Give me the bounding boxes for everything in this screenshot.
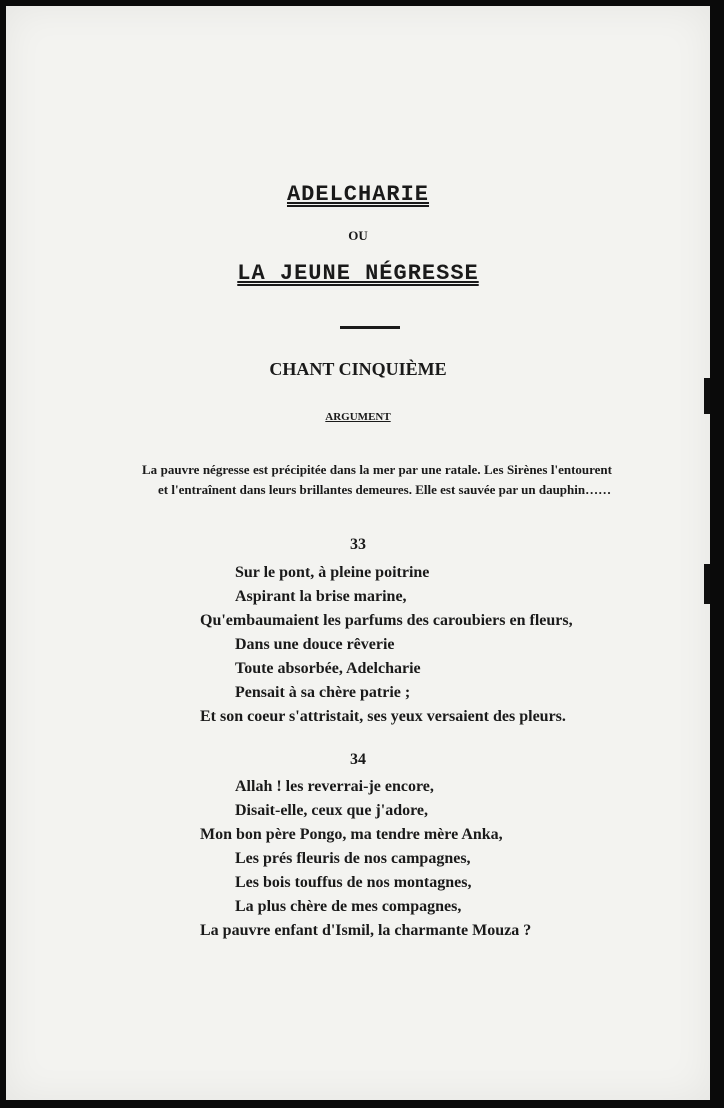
verse-line: Disait-elle, ceux que j'adore, xyxy=(235,802,429,819)
verse-line: Pensait à sa chère patrie ; xyxy=(235,684,411,701)
verse-line: Toute absorbée, Adelcharie xyxy=(235,660,421,677)
book-subtitle: LA JEUNE NÉGRESSE xyxy=(237,261,479,286)
verse-line: Et son coeur s'attristait, ses yeux versaient des pleurs. xyxy=(200,708,566,725)
argument-text xyxy=(142,460,612,500)
verse-line: Mon bon père Pongo, ma tendre mère Anka, xyxy=(200,826,503,843)
verse-line: Allah ! les reverrai-je encore, xyxy=(235,778,434,795)
page-edge-mark-bottom xyxy=(704,564,710,604)
verse-line: Sur le pont, à pleine poitrine xyxy=(235,564,430,581)
verse-line: Aspirant la brise marine, xyxy=(235,588,407,605)
page-edge-mark-top xyxy=(704,378,710,414)
argument-first-line: La pauvre négresse est précipitée dans la mer par une ratale. Les Sirènes xyxy=(142,462,548,477)
verse-line: La pauvre enfant d'Ismil, la charmante Mouza ? xyxy=(200,922,532,939)
book-title: ADELCHARIE xyxy=(286,182,430,207)
verse-line: Dans une douce rêverie xyxy=(235,636,395,653)
title-conjunction: OU xyxy=(348,228,368,243)
verse-line: La plus chère de mes compagnes, xyxy=(235,898,462,915)
book-page xyxy=(6,6,710,1100)
stanza-number: 33 xyxy=(350,536,366,553)
chapter-heading: CHANT CINQUIÈME xyxy=(269,359,447,379)
title-divider xyxy=(340,326,400,329)
argument-rest: l'entourent et l'entraînent dans leurs brillantes demeures. Elle est sauvée par un dauphin…… xyxy=(158,462,612,497)
verse-line: Les bois touffus de nos montagnes, xyxy=(235,874,472,891)
stanza-number: 34 xyxy=(350,751,366,768)
argument-label: ARGUMENT xyxy=(325,411,391,423)
verse-line: Qu'embaumaient les parfums des caroubiers en fleurs, xyxy=(200,612,573,629)
verse-line: Les prés fleuris de nos campagnes, xyxy=(235,850,471,867)
